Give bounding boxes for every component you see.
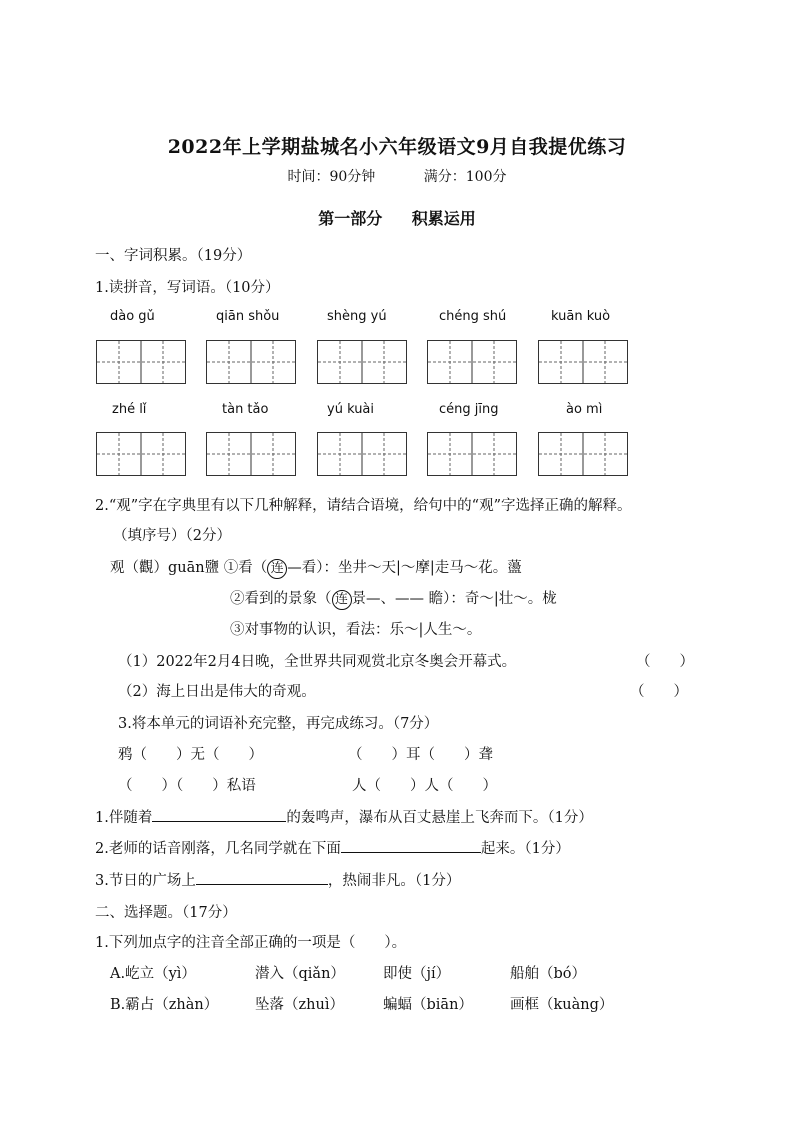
- answer-paren[interactable]: （ ）: [636, 654, 694, 670]
- sentence-2: （2）海上日出是伟大的奇观。: [118, 684, 316, 700]
- exam-time: 时间：90分钟: [287, 169, 376, 185]
- writing-grid[interactable]: [206, 432, 296, 476]
- idiom-blank[interactable]: 鸦（ ）无（ ）: [118, 747, 263, 763]
- part-name: 积累运用: [411, 209, 476, 228]
- definition-2: [230, 587, 557, 610]
- option-a-item: 即使（jí）: [383, 966, 451, 982]
- section-2-heading: 二、选择题。（17分）: [95, 905, 237, 921]
- def1-mark: 蘯: [507, 560, 522, 576]
- dict-head: 观（觀）guān: [110, 560, 205, 576]
- writing-grid[interactable]: [427, 340, 517, 384]
- def2-post: 景—、—— 瞻）：奇～|壮～。: [351, 591, 543, 607]
- idiom-blank[interactable]: 人（ ）人（ ）: [352, 778, 497, 794]
- option-a-item: 潜入（qiǎn）: [255, 966, 345, 982]
- def2-mark: 栊: [542, 591, 557, 607]
- pinyin-label: shèng yú: [327, 309, 387, 324]
- fill-sentence-1: [95, 806, 593, 827]
- sentence-1: （1）2022年2月4日晚，全世界共同观赏北京冬奥会开幕式。: [118, 654, 517, 670]
- option-a[interactable]: A.屹立（yì）: [110, 966, 196, 982]
- fill-sentence-3: [95, 869, 460, 890]
- pinyin-label: yú kuài: [327, 402, 375, 417]
- page-title: 2022年上学期盐城名小六年级语文9月自我提优练习: [167, 136, 627, 158]
- choice-question-1: 1.下列加点字的注音全部正确的一项是（ ）。: [95, 935, 407, 951]
- definition-1: [110, 556, 522, 579]
- circled-char: 连: [267, 559, 287, 579]
- def2-pre: ②看到的景象（: [230, 591, 332, 607]
- fill-post: 起来。（1分）: [480, 841, 570, 857]
- section-1-heading: 一、字词积累。（19分）: [95, 248, 252, 264]
- option-b-item: 坠落（zhuì）: [255, 997, 344, 1013]
- circled-char: 连: [332, 590, 352, 610]
- writing-grid[interactable]: [96, 340, 186, 384]
- writing-grid[interactable]: [317, 340, 407, 384]
- exam-score: 满分：100分: [423, 169, 507, 185]
- pinyin-label: zhé lǐ: [112, 402, 147, 417]
- pinyin-label: dào gǔ: [110, 309, 155, 324]
- answer-blank[interactable]: [196, 870, 328, 885]
- fill-post: 的轰鸣声，瀑布从百丈悬崖上飞奔而下。（1分）: [286, 810, 593, 826]
- question-2-note: （填序号）（2分）: [113, 528, 231, 544]
- option-b-item: 蝙蝠（biān）: [383, 997, 473, 1013]
- writing-grid[interactable]: [538, 432, 628, 476]
- exam-info: [0, 166, 794, 186]
- question-2-stem: 2.“观”字在字典里有以下几种解释，请结合语境，给句中的“观”字选择正确的解释。: [95, 498, 632, 514]
- answer-blank[interactable]: [152, 807, 286, 822]
- def1-post: —看）：坐井～天|～摩|走马～花。: [287, 560, 508, 576]
- dict-head-mark: 鹽: [204, 560, 220, 576]
- pinyin-label: chéng shú: [439, 309, 507, 324]
- question-1-stem: 1.读拼音，写词语。（10分）: [95, 280, 280, 296]
- writing-grid[interactable]: [317, 432, 407, 476]
- fill-pre: 1.伴随着: [95, 810, 153, 826]
- def1-pre: ①看（: [223, 560, 268, 576]
- writing-grid[interactable]: [96, 432, 186, 476]
- pinyin-label: ào mì: [566, 402, 603, 417]
- question-3-stem: 3.将本单元的词语补充完整，再完成练习。（7分）: [118, 716, 439, 732]
- answer-blank[interactable]: [341, 838, 481, 853]
- pinyin-label: céng jīng: [439, 402, 499, 417]
- fill-pre: 3.节日的广场上: [95, 873, 196, 889]
- part-label: 第一部分: [318, 209, 383, 228]
- part-heading: [0, 206, 794, 229]
- fill-post: ，热闹非凡。（1分）: [327, 873, 461, 889]
- definition-3: ③对事物的认识，看法：乐～|人生～。: [230, 622, 482, 638]
- writing-grid[interactable]: [206, 340, 296, 384]
- pinyin-label: tàn tǎo: [222, 402, 269, 417]
- option-b[interactable]: B.霸占（zhàn）: [110, 997, 219, 1013]
- fill-pre: 2.老师的话音刚落，几名同学就在下面: [95, 841, 341, 857]
- writing-grid[interactable]: [427, 432, 517, 476]
- idiom-blank[interactable]: （ ）（ ）私语: [118, 778, 256, 794]
- option-b-item: 画框（kuàng）: [510, 997, 614, 1013]
- pinyin-label: kuān kuò: [551, 309, 611, 324]
- option-a-item: 船舶（bó）: [510, 966, 587, 982]
- writing-grid[interactable]: [538, 340, 628, 384]
- idiom-blank[interactable]: （ ）耳（ ）聋: [348, 747, 493, 763]
- pinyin-label: qiān shǒu: [216, 309, 280, 324]
- fill-sentence-2: [95, 837, 570, 858]
- answer-paren[interactable]: （ ）: [630, 684, 688, 700]
